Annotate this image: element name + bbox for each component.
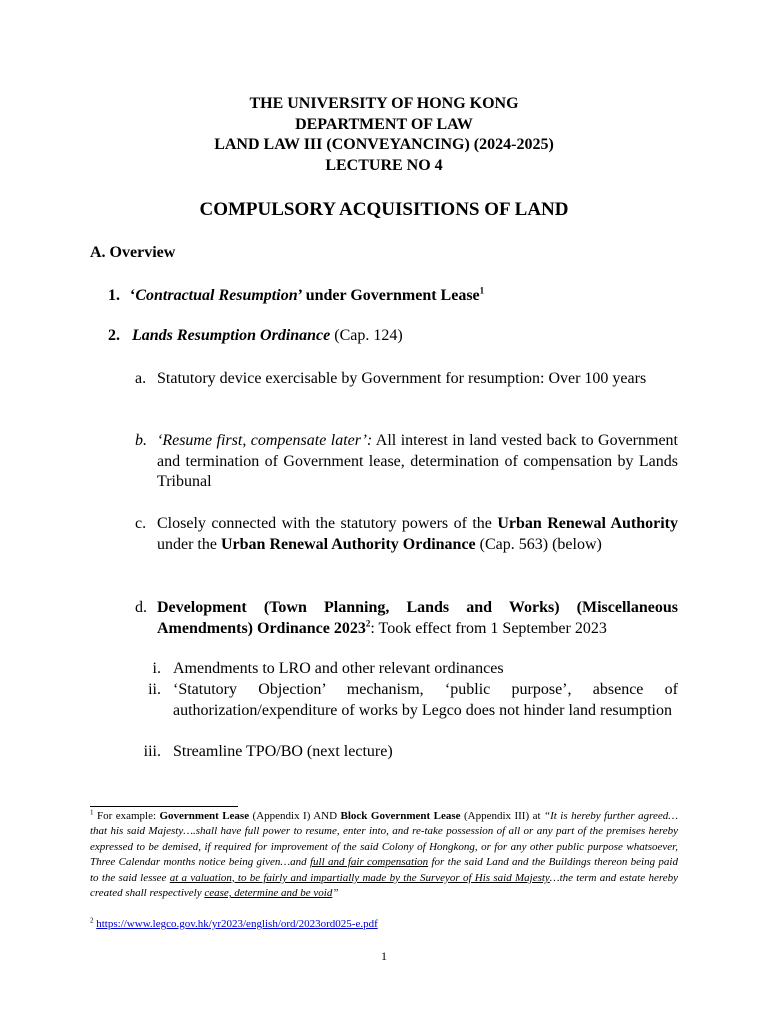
sub-c-part3: (Cap. 563) (below) bbox=[475, 535, 602, 553]
roman-iii-number: iii. bbox=[143, 743, 161, 760]
sub-c-letter: c. bbox=[135, 515, 147, 532]
sub-d-letter: d. bbox=[135, 599, 147, 616]
department-name: DEPARTMENT OF LAW bbox=[295, 115, 473, 133]
item-1-quote-open: ‘ bbox=[130, 287, 136, 304]
fn1-quote2: for the said Land and the Buildings thereon being paid to the said lessee bbox=[90, 856, 678, 884]
footnote-1 bbox=[90, 809, 678, 901]
page-title: COMPULSORY ACQUISITIONS OF LAND bbox=[199, 199, 569, 220]
item-1-number: 1. bbox=[108, 287, 120, 304]
item-1-text bbox=[130, 286, 484, 307]
item-2-number: 2. bbox=[108, 327, 120, 344]
fn1-quote4: ” bbox=[332, 887, 339, 900]
item-2-italic: Lands Resumption Ordinance bbox=[132, 327, 331, 344]
lecture-number: LECTURE NO 4 bbox=[325, 156, 443, 174]
item-1-italic: Contractual Resumption bbox=[135, 287, 298, 304]
sub-b-text bbox=[157, 431, 678, 493]
roman-ii-text: ‘Statutory Objection’ mechanism, ‘public purpose’, absence of authorization/expenditure of works by Legco does not hinder land resumption bbox=[173, 681, 678, 719]
footnote-2-number: 2 bbox=[90, 916, 94, 925]
fn1-quote3: …the term and estate hereby created shall respectively bbox=[90, 871, 678, 900]
document-header bbox=[0, 94, 768, 176]
section-a-heading: A. Overview bbox=[90, 244, 176, 261]
footnote-1-number: 1 bbox=[90, 808, 94, 817]
sub-c-part2: under the bbox=[157, 535, 221, 553]
footnote-separator bbox=[90, 806, 238, 807]
item-1-rest: ’ under Government Lease bbox=[297, 287, 480, 304]
roman-ii-number: ii. bbox=[148, 681, 161, 698]
sub-b-italic: ‘Resume first, compensate later’: bbox=[157, 432, 373, 449]
legco-link[interactable]: https://www.legco.gov.hk/yr2023/english/ord/2023ord025-e.pdf bbox=[96, 918, 378, 930]
fn1-bold1: Government Lease bbox=[159, 810, 250, 822]
fn1-bold2: Block Government Lease bbox=[340, 810, 461, 822]
fn1-part1: For example: bbox=[93, 810, 160, 822]
roman-iii-text: Streamline TPO/BO (next lecture) bbox=[173, 743, 393, 760]
item-2-rest: (Cap. 124) bbox=[330, 327, 403, 344]
fn1-quote1: “It is hereby further agreed…that his said Majesty….shall have full power to resume, enter into, and re-take possession of all or any part of the premises hereby expressed to be demised, if required for improvement of the said Colony of Hongkong, or for any other public purpose whatsoever, Three Calendar months notice being given…and bbox=[90, 810, 678, 869]
sub-c-bold2: Urban Renewal Authority Ordinance bbox=[220, 535, 476, 553]
sub-d-rest: : Took effect from 1 September 2023 bbox=[370, 619, 607, 637]
fn1-underline3: cease, determine and be void bbox=[204, 887, 333, 900]
sub-d-bold: Development (Town Planning, Lands and Works) (Miscellaneous Amendments) Ordinance 2023 bbox=[157, 599, 678, 637]
footnote-2 bbox=[90, 917, 678, 932]
roman-i-text: Amendments to LRO and other relevant ordinances bbox=[173, 660, 504, 677]
fn1-part2: (Appendix I) AND bbox=[249, 810, 341, 822]
footnote-ref-2[interactable]: 2 bbox=[365, 618, 371, 629]
roman-i-number: i. bbox=[152, 660, 161, 677]
course-name: LAND LAW III (CONVEYANCING) (2024-2025) bbox=[214, 136, 554, 153]
sub-a-text: Statutory device exercisable by Government for resumption: Over 100 years bbox=[157, 370, 647, 387]
sub-c-part1: Closely connected with the statutory powers of the bbox=[157, 515, 498, 532]
fn1-part3: (Appendix III) at bbox=[460, 810, 544, 822]
footnote-ref-1[interactable]: 1 bbox=[479, 285, 485, 296]
fn1-underline1: full and fair compensation bbox=[310, 856, 429, 869]
sub-c-text bbox=[157, 514, 678, 555]
item-2-text bbox=[132, 326, 403, 347]
sub-b-letter: b. bbox=[135, 432, 147, 449]
sub-a-letter: a. bbox=[135, 370, 147, 387]
page-number: 1 bbox=[381, 949, 387, 963]
fn1-underline2: at a valuation, to be fairly and impartially made by the Surveyor of His said Majesty bbox=[169, 871, 550, 884]
sub-c-bold1: Urban Renewal Authority bbox=[497, 515, 679, 532]
sub-b-rest: All interest in land vested back to Government and termination of Government lease, determination of compensation by Lands Tribunal bbox=[157, 432, 678, 490]
university-name: THE UNIVERSITY OF HONG KONG bbox=[249, 95, 519, 112]
sub-d-text bbox=[157, 598, 678, 639]
